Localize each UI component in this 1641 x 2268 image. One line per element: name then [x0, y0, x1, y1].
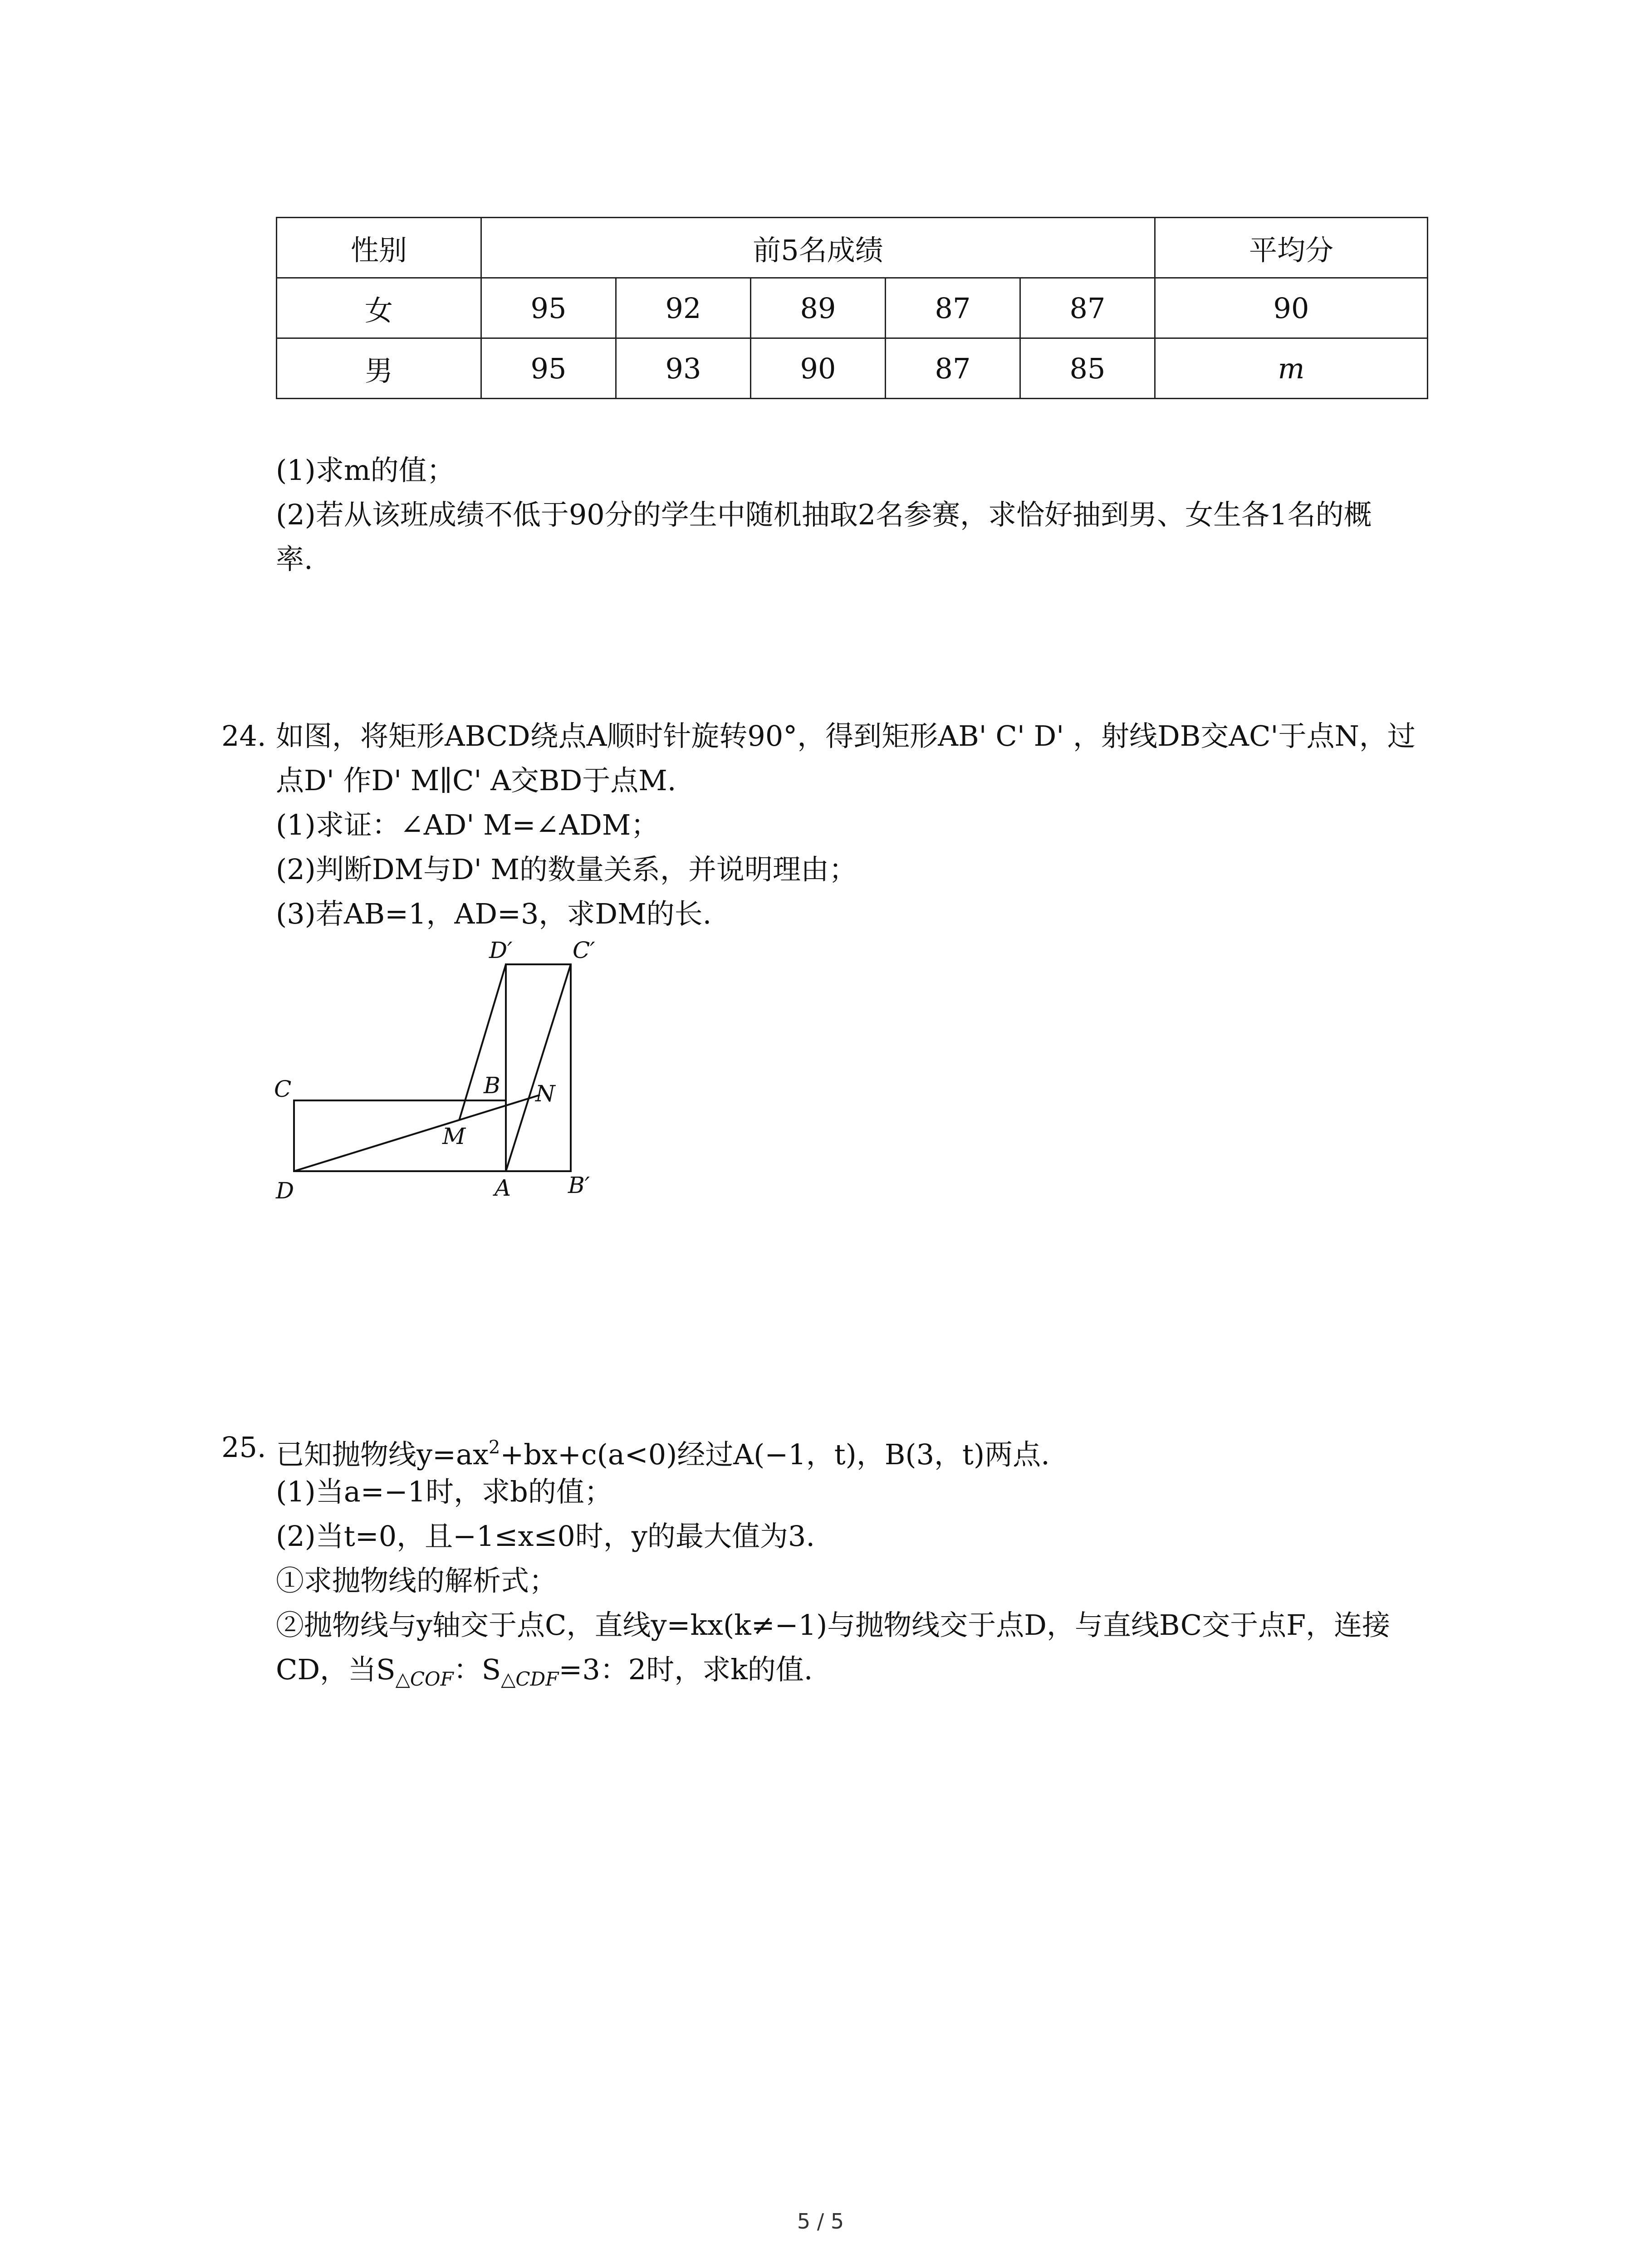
label-m: M: [442, 1123, 466, 1149]
cell-score: 93: [616, 338, 751, 399]
q24-geometry-figure: [254, 930, 626, 1220]
q25-exponent: 2: [488, 1437, 500, 1458]
cell-score: 95: [481, 278, 616, 338]
cell-score: 90: [751, 338, 886, 399]
label-c: C: [274, 1076, 292, 1102]
q25-text-part: =3：2时，求k的值.: [558, 1653, 813, 1686]
label-n: N: [535, 1080, 555, 1107]
q25-sub1: ①求抛物线的解析式；: [276, 1564, 558, 1597]
q24-stem-line1: 如图，将矩形ABCD绕点A顺时针旋转90°，得到矩形AB' C' D' ，射线DB交AC'于点N，过: [276, 719, 1416, 753]
label-c-prime: C′: [573, 937, 595, 963]
table-row: [277, 278, 1428, 338]
page-number: 5 / 5: [797, 2209, 844, 2234]
q24-part1: (1)求证：∠AD' M=∠ADM；: [276, 808, 659, 841]
q23-part1: (1)求m的值；: [276, 454, 455, 487]
segment-ac1: [506, 964, 571, 1171]
score-table: [276, 217, 1428, 399]
header-avg: 平均分: [1155, 218, 1428, 278]
label-b: B: [484, 1072, 500, 1099]
cell-score: 89: [751, 278, 886, 338]
q25-part1: (1)当a=−1时，求b的值；: [276, 1475, 612, 1508]
cell-score: 87: [886, 338, 1020, 399]
q25-part2: (2)当t=0，且−1≤x≤0时，y的最大值为3.: [276, 1520, 815, 1553]
q25-number: 25.: [221, 1431, 266, 1464]
q25-text-part: ：S: [453, 1653, 501, 1686]
q25-subscript: △CDF: [501, 1668, 559, 1690]
q25-stem-part: +bx+c(a<0)经过A(−1，t)，B(3，t)两点.: [500, 1438, 1050, 1471]
q25-sub2-line1: ②抛物线与y轴交于点C，直线y=kx(k≠−1)与抛物线交于点D，与直线BC交于点F，连接: [276, 1608, 1391, 1642]
q25-stem-part: 已知抛物线y=ax: [276, 1438, 489, 1471]
q24-stem-line2: 点D' 作D' M∥C' A交BD于点M.: [276, 764, 676, 797]
header-scores: 前5名成绩: [481, 218, 1155, 278]
cell-gender: 女: [277, 278, 481, 338]
q25-sub2-line2: [276, 1649, 813, 1700]
cell-gender: 男: [277, 338, 481, 399]
q24-part3: (3)若AB=1，AD=3，求DM的长.: [276, 897, 712, 930]
cell-score: 87: [1020, 278, 1155, 338]
q23-part2-line2: 率.: [276, 543, 313, 576]
ray-db: [294, 1095, 540, 1171]
header-gender: 性别: [277, 218, 481, 278]
q24-part2: (2)判断DM与D' M的数量关系，并说明理由；: [276, 853, 857, 886]
table-header-row: [277, 218, 1428, 278]
cell-score: 87: [886, 278, 1020, 338]
cell-score: 85: [1020, 338, 1155, 399]
q25-text-part: CD，当S: [276, 1653, 396, 1686]
cell-score: 92: [616, 278, 751, 338]
label-b-prime: B′: [568, 1172, 590, 1198]
label-d-prime: D′: [489, 937, 513, 963]
cell-score: 95: [481, 338, 616, 399]
q24-number: 24.: [221, 719, 266, 753]
q25-subscript: △COF: [395, 1668, 454, 1690]
table-row: [277, 338, 1428, 399]
q25-stem: [276, 1427, 1050, 1475]
cell-avg: 90: [1155, 278, 1428, 338]
q23-part2-line1: (2)若从该班成绩不低于90分的学生中随机抽取2名参赛，求恰好抽到男、女生各1名的概: [276, 498, 1372, 531]
label-a: A: [495, 1175, 511, 1201]
label-d: D: [276, 1178, 294, 1204]
cell-avg: m: [1155, 338, 1428, 399]
